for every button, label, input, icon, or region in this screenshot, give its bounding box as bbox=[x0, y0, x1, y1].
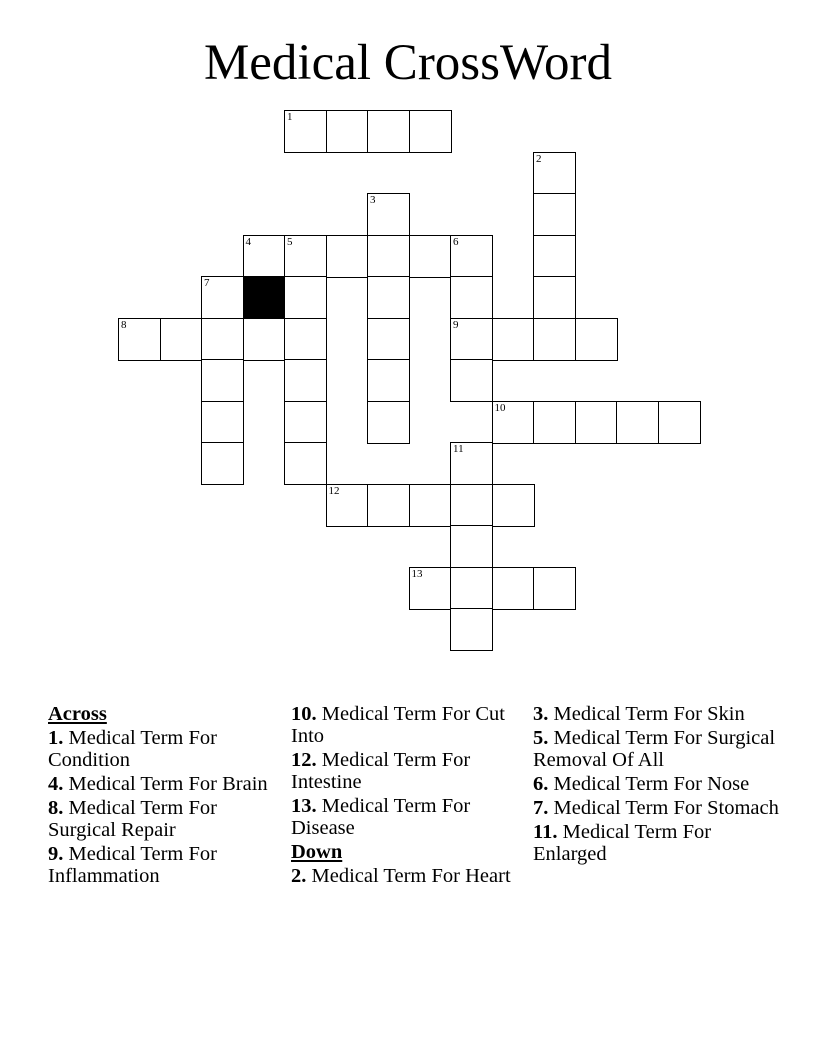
clue-across-1: 1. Medical Term For Condition bbox=[48, 727, 217, 771]
grid-cell[interactable] bbox=[533, 235, 576, 278]
grid-cell[interactable] bbox=[616, 401, 659, 444]
grid-cell[interactable] bbox=[409, 235, 452, 278]
cell-number: 7 bbox=[204, 277, 210, 289]
grid-cell[interactable] bbox=[533, 152, 576, 195]
clue-down-6: 6. Medical Term For Nose bbox=[533, 773, 750, 795]
grid-cell[interactable] bbox=[201, 401, 244, 444]
cell-number: 13 bbox=[411, 567, 423, 580]
grid-cell[interactable] bbox=[367, 110, 410, 153]
clues-column-3 bbox=[533, 703, 783, 867]
grid-cell[interactable] bbox=[450, 442, 493, 485]
cell-number: 12 bbox=[328, 484, 340, 497]
cell-number: 9 bbox=[453, 318, 459, 331]
grid-cell[interactable] bbox=[409, 567, 452, 610]
grid-cell[interactable] bbox=[492, 401, 535, 444]
clue-down-2: 2. Medical Term For Heart bbox=[291, 865, 511, 887]
clue-down-5: 5. Medical Term For Surgical Removal Of All bbox=[533, 727, 776, 771]
grid-cell[interactable] bbox=[450, 525, 493, 568]
grid-cell[interactable] bbox=[367, 193, 410, 236]
grid-cell[interactable] bbox=[409, 484, 452, 527]
grid-cell[interactable] bbox=[450, 276, 493, 319]
clue-across-9: 9. Medical Term For Inflammation bbox=[48, 843, 217, 887]
grid-cell[interactable] bbox=[450, 235, 493, 278]
grid-cell[interactable] bbox=[533, 193, 576, 236]
page-title: Medical CrossWord bbox=[203, 35, 613, 91]
clue-across-13: 13. Medical Term For Disease bbox=[291, 795, 471, 839]
grid-cell[interactable] bbox=[492, 484, 535, 527]
clue-across-8: 8. Medical Term For Surgical Repair bbox=[48, 797, 217, 841]
cell-number: 5 bbox=[287, 235, 293, 248]
grid-cell[interactable] bbox=[533, 567, 576, 610]
grid-cell[interactable] bbox=[409, 110, 452, 153]
grid-cell[interactable] bbox=[201, 276, 244, 319]
grid-cell[interactable] bbox=[450, 567, 493, 610]
grid-cell[interactable] bbox=[284, 235, 327, 278]
grid-cell[interactable] bbox=[326, 484, 369, 527]
grid-cell[interactable] bbox=[367, 318, 410, 361]
grid-cell[interactable] bbox=[243, 235, 286, 278]
clues-column-2 bbox=[291, 703, 521, 889]
grid-cell[interactable] bbox=[284, 442, 327, 485]
grid-cell[interactable] bbox=[367, 401, 410, 444]
clue-across-12: 12. Medical Term For Intestine bbox=[291, 749, 471, 793]
grid-cell[interactable] bbox=[367, 484, 410, 527]
cell-number: 4 bbox=[245, 235, 251, 248]
grid-cell[interactable] bbox=[533, 276, 576, 319]
cell-number: 6 bbox=[453, 235, 459, 248]
cell-number: 2 bbox=[536, 152, 542, 165]
grid-cell[interactable] bbox=[450, 608, 493, 651]
grid-cell[interactable] bbox=[492, 567, 535, 610]
grid-cell[interactable] bbox=[533, 318, 576, 361]
grid-cell[interactable] bbox=[201, 359, 244, 402]
grid-cell[interactable] bbox=[284, 401, 327, 444]
grid-cell[interactable] bbox=[326, 235, 369, 278]
cell-number: 11 bbox=[453, 443, 464, 455]
grid-cell[interactable] bbox=[367, 276, 410, 319]
clues-column-1 bbox=[48, 703, 278, 889]
cell-number: 8 bbox=[121, 318, 127, 331]
grid-cell[interactable] bbox=[450, 318, 493, 361]
grid-cell[interactable] bbox=[201, 442, 244, 485]
down-heading: Down bbox=[291, 841, 343, 863]
clue-across-10: 10. Medical Term For Cut Into bbox=[291, 703, 505, 747]
grid-cell[interactable] bbox=[201, 318, 244, 361]
cell-number: 10 bbox=[494, 401, 506, 414]
grid-cell[interactable] bbox=[118, 318, 161, 361]
grid-cell[interactable] bbox=[575, 401, 618, 444]
grid-cell[interactable] bbox=[243, 318, 286, 361]
clue-down-7: 7. Medical Term For Stomach bbox=[533, 797, 779, 819]
grid-cell[interactable] bbox=[160, 318, 203, 361]
grid-cell[interactable] bbox=[575, 318, 618, 361]
grid-cell[interactable] bbox=[284, 110, 327, 153]
grid-cell-black bbox=[243, 276, 286, 319]
grid-cell[interactable] bbox=[284, 359, 327, 402]
grid-cell[interactable] bbox=[284, 318, 327, 361]
clue-down-11: 11. Medical Term For Enlarged bbox=[533, 821, 712, 865]
clue-down-3: 3. Medical Term For Skin bbox=[533, 703, 745, 725]
grid-cell[interactable] bbox=[367, 359, 410, 402]
cell-number: 3 bbox=[370, 194, 376, 206]
grid-cell[interactable] bbox=[658, 401, 701, 444]
cell-number: 1 bbox=[287, 111, 293, 123]
grid-cell[interactable] bbox=[367, 235, 410, 278]
grid-cell[interactable] bbox=[533, 401, 576, 444]
grid-cell[interactable] bbox=[450, 359, 493, 402]
grid-cell[interactable] bbox=[450, 484, 493, 527]
grid-cell[interactable] bbox=[326, 110, 369, 153]
grid-cell[interactable] bbox=[284, 276, 327, 319]
across-heading: Across bbox=[48, 703, 107, 725]
clue-across-4: 4. Medical Term For Brain bbox=[48, 773, 268, 795]
grid-cell[interactable] bbox=[492, 318, 535, 361]
